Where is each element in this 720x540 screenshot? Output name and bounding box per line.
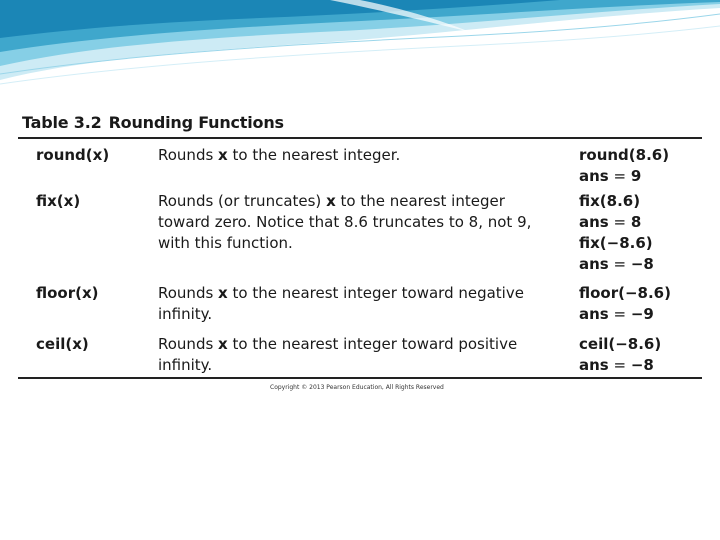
- variable-x: x: [326, 192, 336, 210]
- function-name: round(x): [36, 146, 110, 164]
- example-line: round(8.6): [579, 146, 670, 164]
- example-answer: ans = −9: [579, 305, 654, 323]
- example-line: fix(8.6): [579, 192, 641, 210]
- function-name: fix(x): [36, 192, 81, 210]
- function-example: [579, 283, 671, 325]
- example-answer: ans = −8: [579, 356, 654, 374]
- table-top-rule: [18, 137, 702, 139]
- function-description: Rounds x to the nearest integer toward negative infinity.: [158, 284, 524, 323]
- variable-x: x: [218, 335, 228, 353]
- function-name: floor(x): [36, 284, 99, 302]
- variable-x: x: [218, 284, 228, 302]
- table-bottom-rule: [18, 377, 702, 379]
- example-line: floor(−8.6): [579, 284, 671, 302]
- function-example: [579, 334, 661, 376]
- table-label: Table 3.2: [22, 113, 102, 132]
- function-example: [579, 191, 654, 275]
- variable-x: x: [218, 146, 228, 164]
- table-name: Rounding Functions: [108, 113, 284, 132]
- rounding-functions-table: [18, 108, 702, 394]
- example-answer: ans = 8: [579, 213, 642, 231]
- function-example: [579, 145, 669, 187]
- example-line: ceil(−8.6): [579, 335, 662, 353]
- table-title: [22, 113, 284, 132]
- function-description: Rounds x to the nearest integer.: [158, 146, 401, 164]
- function-description: Rounds x to the nearest integer toward positive infinity.: [158, 335, 518, 374]
- function-description: Rounds (or truncates) x to the nearest integer toward zero. Notice that 8.6 truncates to 8, not 9, with this function.: [158, 192, 532, 252]
- function-name: ceil(x): [36, 335, 89, 353]
- decorative-wave-header: [0, 0, 720, 90]
- example-line: fix(−8.6): [579, 234, 653, 252]
- example-answer: ans = 9: [579, 167, 642, 185]
- copyright-notice: Copyright © 2013 Pearson Education, All Rights Reserved: [270, 384, 444, 391]
- example-answer: ans = −8: [579, 255, 654, 273]
